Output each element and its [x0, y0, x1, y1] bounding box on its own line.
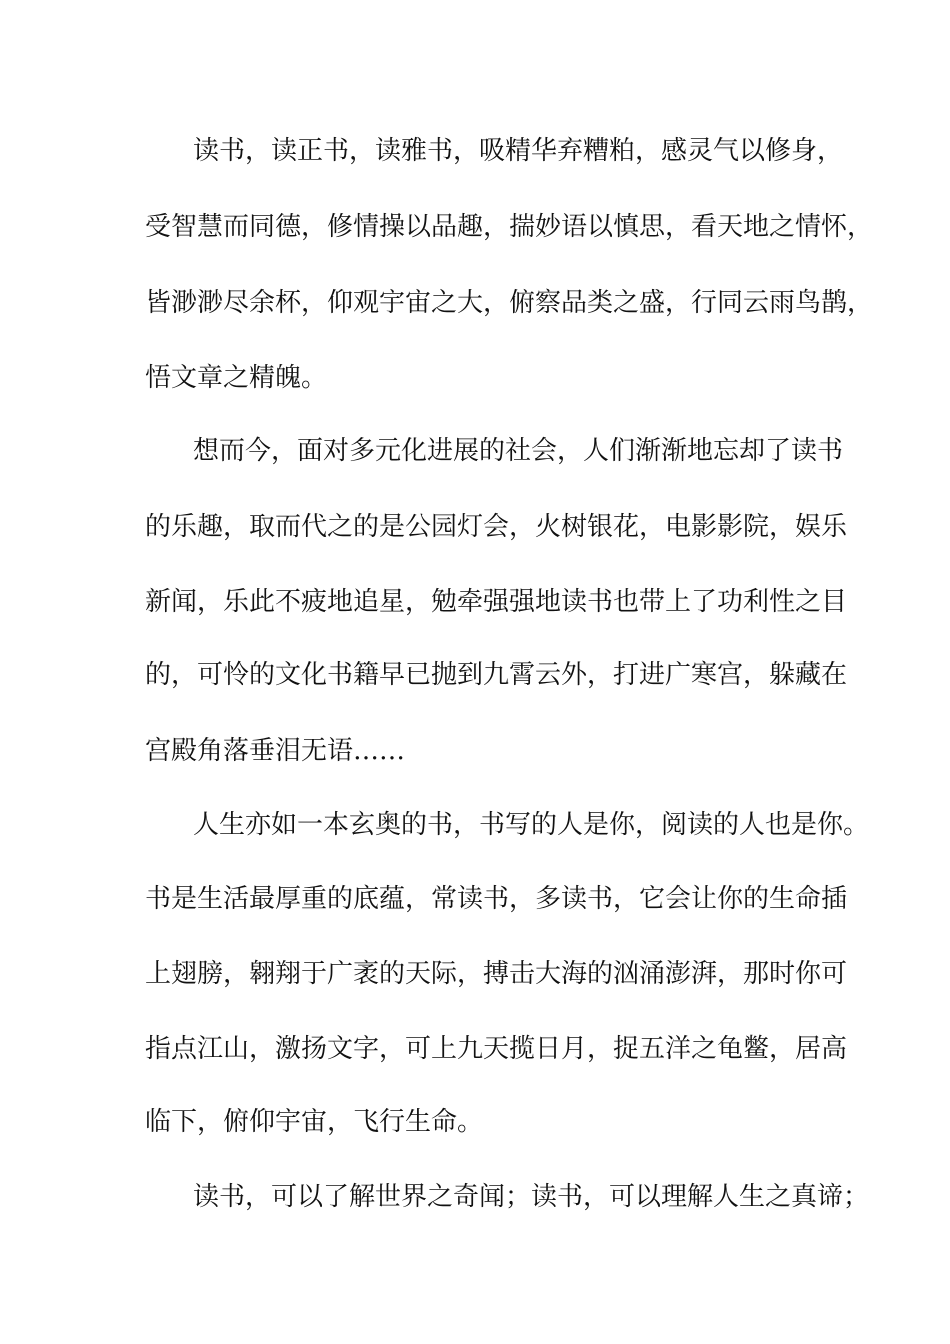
paragraph-2-line-5: 宫殿角落垂泪无语……: [145, 736, 406, 766]
paragraph-2-line-3: 新闻，乐此不疲地追星，勉牵强强地读书也带上了功利性之目: [145, 587, 848, 617]
paragraph-3-line-1: 人生亦如一本玄奥的书，书写的人是你，阅读的人也是你。: [193, 810, 870, 840]
paragraph-3-line-5: 临下，俯仰宇宙，飞行生命。: [145, 1107, 484, 1137]
paragraph-3-line-2: 书是生活最厚重的底蕴，常读书，多读书，它会让你的生命插: [145, 884, 848, 914]
paragraph-1-line-1: 读书，读正书，读雅书，吸精华弃糟粕，感灵气以修身，: [193, 136, 844, 166]
paragraph-1-line-2: 受智慧而同德，修情操以品趣，揣妙语以慎思，看天地之情怀，: [145, 212, 874, 242]
paragraph-2-line-4: 的，可怜的文化书籍早已抛到九霄云外，打进广寒宫，躲藏在: [145, 660, 848, 690]
paragraph-3-line-4: 指点江山，激扬文字，可上九天揽日月，捉五洋之龟鳖，居高: [145, 1034, 848, 1064]
paragraph-1-line-3: 皆渺渺尽余杯，仰观宇宙之大，俯察品类之盛，行同云雨鸟鹊，: [145, 288, 874, 318]
paragraph-4-line-1: 读书，可以了解世界之奇闻；读书，可以理解人生之真谛；: [193, 1182, 870, 1212]
paragraph-2-line-1: 想而今，面对多元化进展的社会，人们渐渐地忘却了读书: [193, 436, 844, 466]
paragraph-2-line-2: 的乐趣，取而代之的是公园灯会，火树银花，电影影院，娱乐: [145, 512, 848, 542]
paragraph-3-line-3: 上翅膀，翱翔于广袤的天际，搏击大海的汹涌澎湃，那时你可: [145, 959, 848, 989]
paragraph-1-line-4: 悟文章之精魄。: [145, 363, 328, 393]
